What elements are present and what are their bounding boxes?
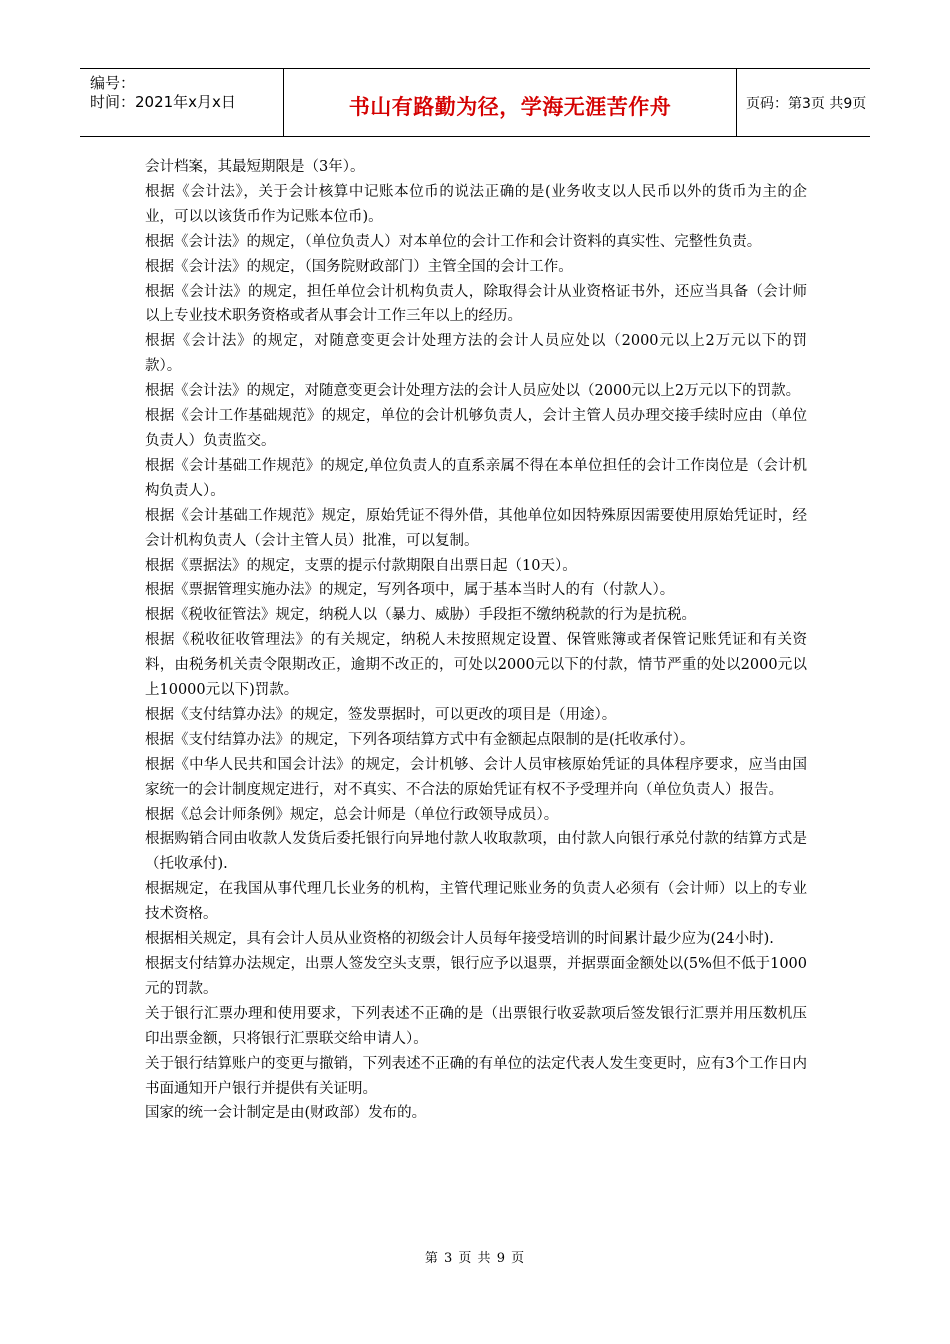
paragraph: 根据《总会计师条例》规定，总会计师是（单位行政领导成员）。 [145,806,559,823]
paragraph: 根据《会计法》的规定，担任单位会计机构负责人，除取得会计从业资格证书外，还应当具备（会计师以上专业技术职务资格或者从事会计工作三年以上的经历。 [145,283,807,325]
paragraph: 根据规定，在我国从事代理几长业务的机构，主管代理记账业务的负责人必须有（会计师）以上的专业技术资格。 [145,881,807,923]
paragraph: 根据《会计法》的规定，（单位负责人）对本单位的会计工作和会计资料的真实性、完整性负责。 [145,233,762,250]
paragraph: 根据《会计基础工作规范》规定，原始凭证不得外借，其他单位如因特殊原因需要使用原始凭证时，经会计机构负责人（会计主管人员）批准，可以复制。 [145,507,807,549]
paragraph: 关于银行结算账户的变更与撤销，下列表述不正确的有单位的法定代表人发生变更时，应有3个工作日内书面通知开户银行并提供有关证明。 [145,1055,807,1097]
paragraph: 根据《会计工作基础规范》的规定，单位的会计机够负责人，会计主管人员办理交接手续时应由（单位负责人）负责监交。 [145,408,807,449]
serial-number-label: 编号： [90,74,136,92]
page-header [80,68,870,137]
paragraph: 根据《支付结算办法》的规定，签发票据时，可以更改的项目是（用途）。 [145,706,617,723]
paragraph: 根据《会计法》的规定，对随意变更会计处理方法的会计人员应处以（2000元以上2万元以下的罚款。 [145,383,801,400]
paragraph: 根据《会计法》的规定，对随意变更会计处理方法的会计人员应处以（2000元以上2万元以下的罚款）。 [145,333,807,375]
paragraph: 国家的统一会计制定是由(财政部）发布的。 [145,1105,427,1122]
paragraph: 根据《会计法》的规定，（国务院财政部门）主管全国的会计工作。 [145,258,573,275]
paragraph: 根据《票据法》的规定，支票的提示付款期限自出票日起（10天）。 [145,557,577,574]
page-footer: 第 3 页 共 9 页 [424,1251,526,1266]
paragraph: 根据《票据管理实施办法》的规定，写列各项中，属于基本当时人的有（付款人）。 [145,582,675,599]
paragraph: 根据购销合同由收款人发货后委托银行向异地付款人收取款项，由付款人向银行承兑付款的结算方式是（托收承付). [145,831,807,873]
paragraph: 根据《中华人民共和国会计法》的规定，会计机够、会计人员审核原始凭证的具体程序要求，应当由国家统一的会计制度规定进行，对不真实、不合法的原始凭证有权不予受理并向（单位负责人）报告。 [145,756,807,798]
header-meta-cell [80,69,283,136]
document-body [145,155,807,1126]
paragraph: 根据相关规定，具有会计人员从业资格的初级会计人员每年接受培训的时间累计最少应为(24小时). [145,931,774,948]
motto-text: 书山有路勤为径，学海无涯苦作舟 [348,95,672,119]
header-page-cell [736,69,870,136]
paragraph: 根据《会计基础工作规范》的规定,单位负责人的直系亲属不得在本单位担任的会计工作岗位是（会计机构负责人）。 [145,457,807,499]
date-label: 时间：2021年x月x日 [90,93,236,111]
paragraph: 关于银行汇票办理和使用要求，下列表述不正确的是（出票银行收妥款项后签发银行汇票并用压数机压印出票金额，只将银行汇票联交给申请人）。 [145,1005,807,1047]
paragraph: 会计档案，其最短期限是（3年）。 [145,159,365,175]
paragraph: 根据支付结算办法规定，出票人签发空头支票，银行应予以退票，并据票面金额处以(5%但不低于1000元的罚款。 [145,956,807,997]
paragraph: 根据《支付结算办法》的规定，下列各项结算方式中有金额起点限制的是(托收承付）。 [145,731,695,748]
page-info-label: 页码：第3页 共9页 [746,96,867,112]
paragraph: 根据《会计法》，关于会计核算中记账本位币的说法正确的是(业务收支以人民币以外的货币为主的企业，可以以该货币作为记账本位币)。 [145,183,807,225]
header-motto-cell [283,69,737,136]
paragraph: 根据《税收征管法》规定，纳税人以（暴力、威胁）手段拒不缴纳税款的行为是抗税。 [145,607,696,624]
paragraph: 根据《税收征收管理法》的有关规定，纳税人未按照规定设置、保管账簿或者保管记账凭证和有关资料，由税务机关责令限期改正，逾期不改正的，可处以2000元以下的付款，情节严重的处以2000元以上10000元以下)罚款。 [145,632,807,699]
